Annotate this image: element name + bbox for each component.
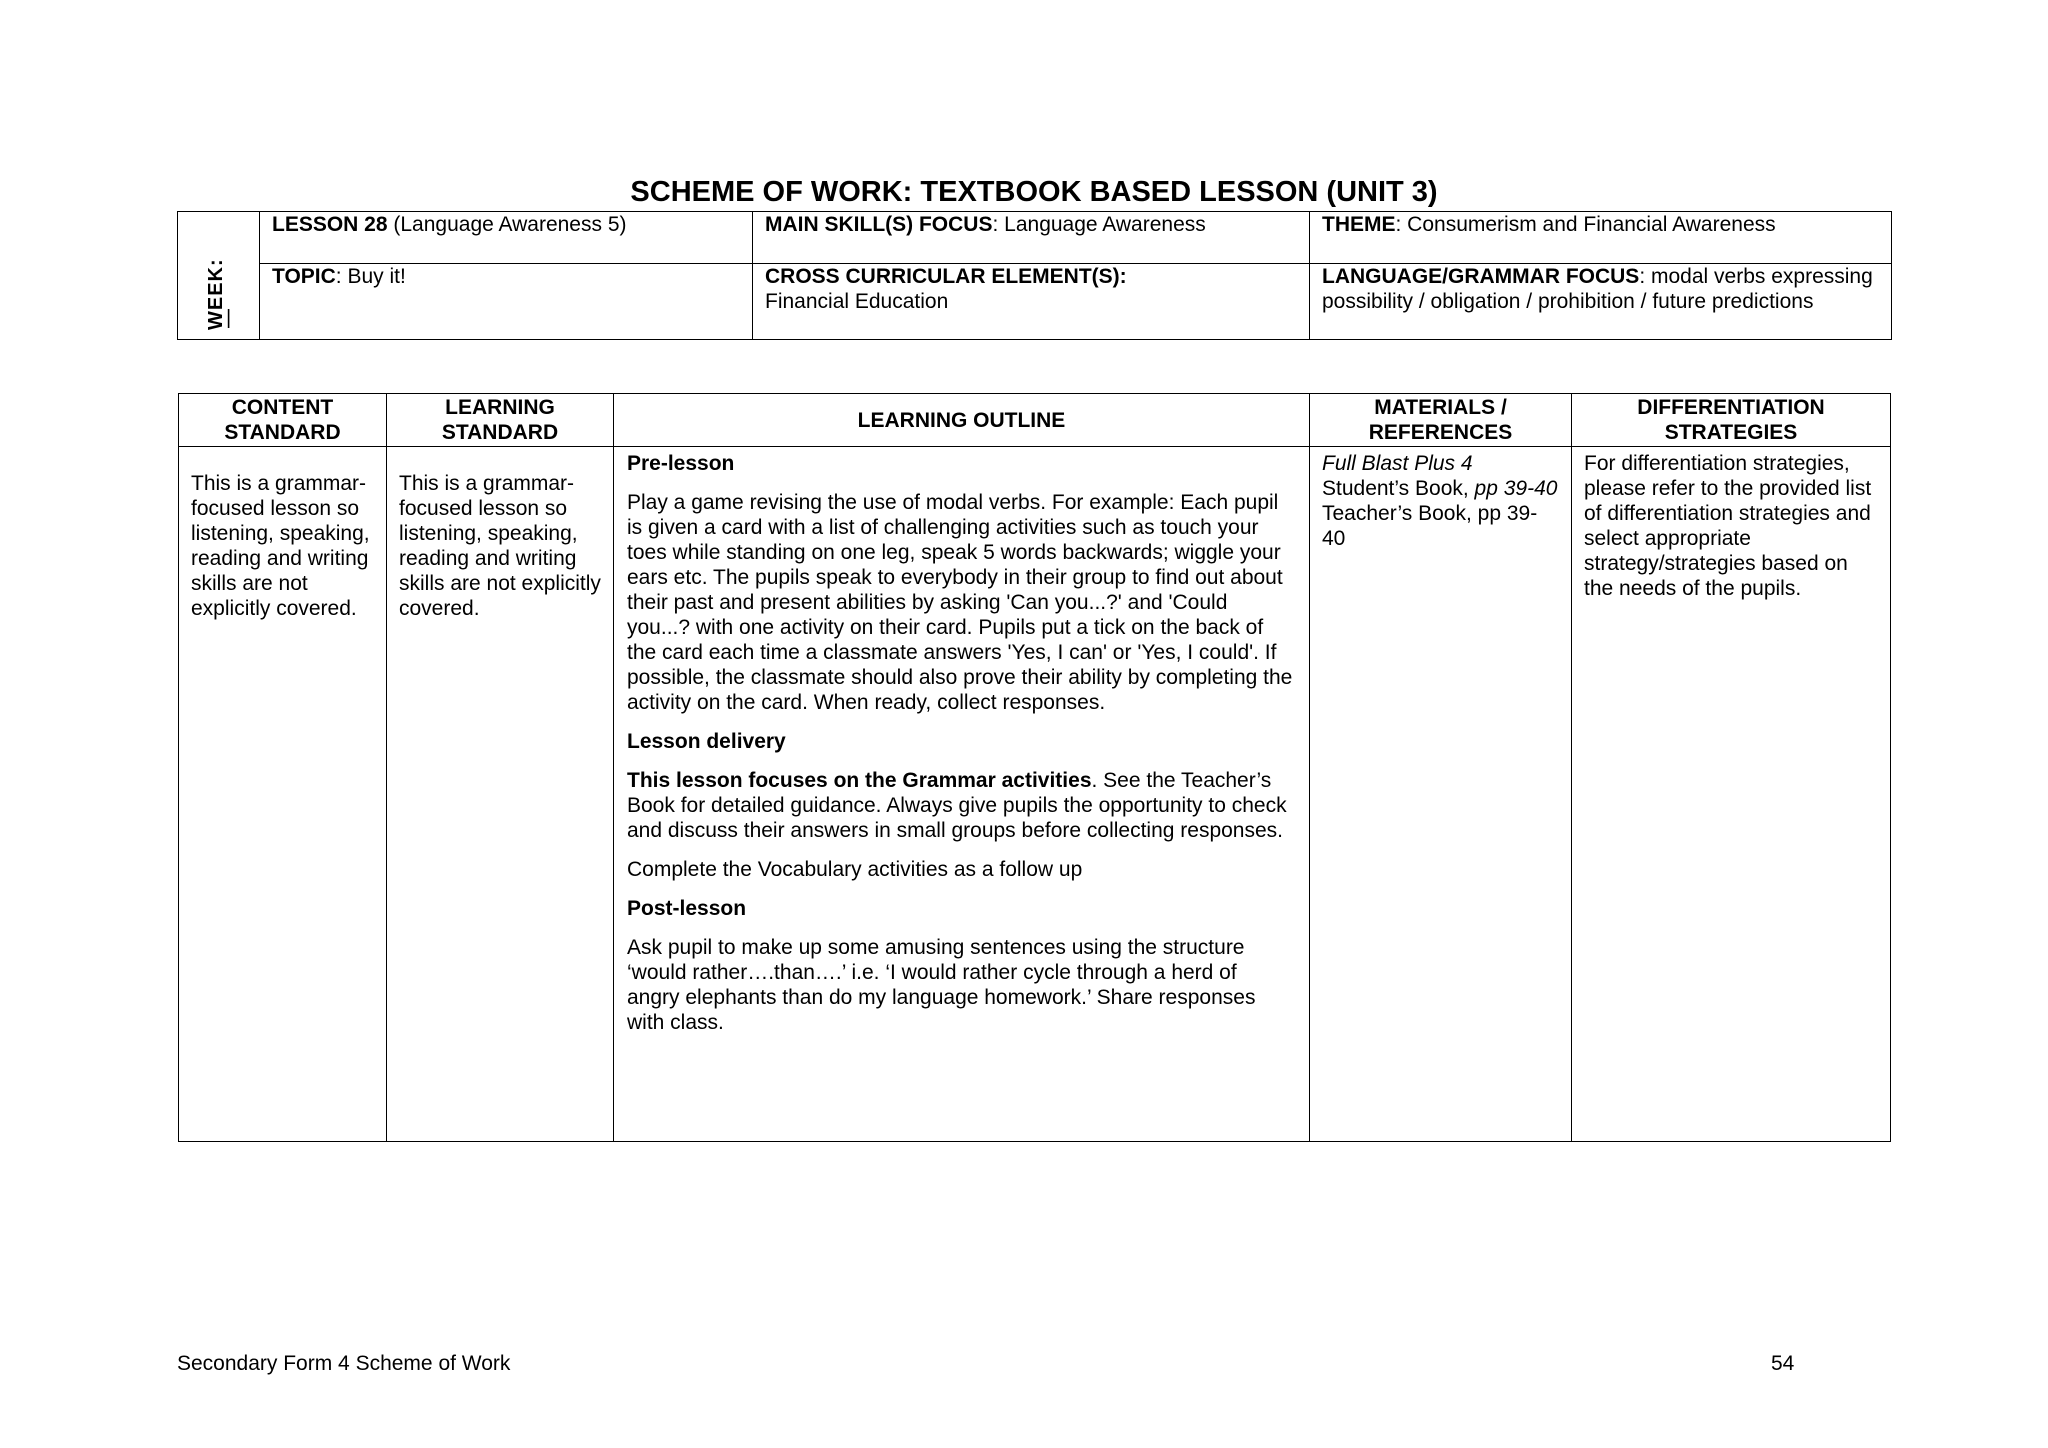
cross-curricular-label: CROSS CURRICULAR ELEMENT(S):: [765, 265, 1127, 288]
materials-header: MATERIALS / REFERENCES: [1310, 394, 1572, 447]
post-lesson-text: Ask pupil to make up some amusing sentences using the structure ‘would rather….than….’ i.e. ‘I would rather cycle through a herd of angry elephants than do my language homework.’ Share responses with class.: [627, 936, 1256, 1034]
lesson-cell: [260, 212, 753, 264]
main-skill-label: MAIN SKILL(S) FOCUS: [765, 213, 993, 236]
footer-page-number: 54: [1771, 1352, 1795, 1375]
grammar-focus-label: LANGUAGE/GRAMMAR FOCUS: [1322, 265, 1640, 288]
main-skill-cell: [753, 212, 1310, 264]
lesson-delivery-paragraph: [627, 768, 1295, 843]
topic-value: : Buy it!: [335, 265, 406, 288]
cross-curricular-value: Financial Education: [765, 290, 949, 313]
week-cell: [178, 212, 260, 340]
page-title: SCHEME OF WORK: TEXTBOOK BASED LESSON (UNIT 3): [630, 176, 1438, 208]
pre-lesson-text: Play a game revising the use of modal verbs. For example: Each pupil is given a card with a list of challenging activities such as touch your toes while standing on one leg, speak 5 words backwards; wiggle your ears etc. The pupils speak to everybody in their group to find out about their past and present abilities by asking 'Can you...?' and 'Could you...? with one activity on their card. Pupils put a tick on the back of the card each time a classmate answers 'Yes, I can' or 'Yes, I could'. If possible, the classmate should also prove their ability by completing the activity on the card. When ready, collect responses.: [627, 491, 1293, 714]
theme-label: THEME: [1322, 213, 1396, 236]
lesson-header-table: [177, 211, 1892, 340]
materials-cell: [1310, 447, 1572, 1142]
theme-cell: [1310, 212, 1892, 264]
grammar-focus-value: : modal verbs expressing possibility / obligation / prohibition / future predictions: [1322, 265, 1873, 313]
learning-standard-header: LEARNING STANDARD: [387, 394, 614, 447]
learning-outline-header: LEARNING OUTLINE: [614, 394, 1310, 447]
footer-document-name: Secondary Form 4 Scheme of Work: [177, 1352, 511, 1375]
students-book-label: Student’s Book,: [1322, 477, 1469, 500]
lesson-value: (Language Awareness 5): [387, 213, 627, 236]
lesson-plan-table: [178, 393, 1891, 1142]
pre-lesson-heading: Pre-lesson: [627, 452, 735, 475]
differentiation-cell: For differentiation strategies, please refer to the provided list of differentiation strategies and select appropriate strategy/strategies based on the needs of the pupils.: [1572, 447, 1891, 1142]
theme-value: : Consumerism and Financial Awareness: [1395, 213, 1776, 236]
learning-outline-cell: [614, 447, 1310, 1142]
lesson-label: LESSON 28: [272, 213, 388, 236]
grammar-focus-cell: [1310, 264, 1892, 340]
students-book-pages: pp 39-40: [1468, 477, 1558, 500]
topic-cell: [260, 264, 753, 340]
week-value: |: [226, 307, 232, 329]
materials-students-book: [1322, 476, 1560, 501]
vocabulary-text: Complete the Vocabulary activities as a follow up: [627, 858, 1083, 881]
main-skill-value: : Language Awareness: [992, 213, 1206, 236]
content-standard-cell: This is a grammar-focused lesson so listening, speaking, reading and writing skills are not explicitly covered.: [179, 447, 387, 1142]
lesson-delivery-text: . See the Teacher’s Book for detailed guidance. Always give pupils the opportunity to check and discuss their answers in small groups before collecting responses.: [627, 769, 1287, 842]
differentiation-header: DIFFERENTIATION STRATEGIES: [1572, 394, 1891, 447]
materials-teachers-book: Teacher’s Book, pp 39-40: [1322, 502, 1538, 550]
cross-curricular-cell: [753, 264, 1310, 340]
learning-standard-cell: This is a grammar-focused lesson so listening, speaking, reading and writing skills are not explicitly covered.: [387, 447, 614, 1142]
post-lesson-heading: Post-lesson: [627, 897, 747, 920]
lesson-delivery-bold: This lesson focuses on the Grammar activities: [627, 769, 1092, 792]
lesson-delivery-heading: Lesson delivery: [627, 730, 786, 753]
topic-label: TOPIC: [272, 265, 336, 288]
materials-book-title: Full Blast Plus 4: [1322, 452, 1473, 475]
week-label: WEEK:: [205, 258, 227, 330]
content-standard-header: CONTENT STANDARD: [179, 394, 387, 447]
